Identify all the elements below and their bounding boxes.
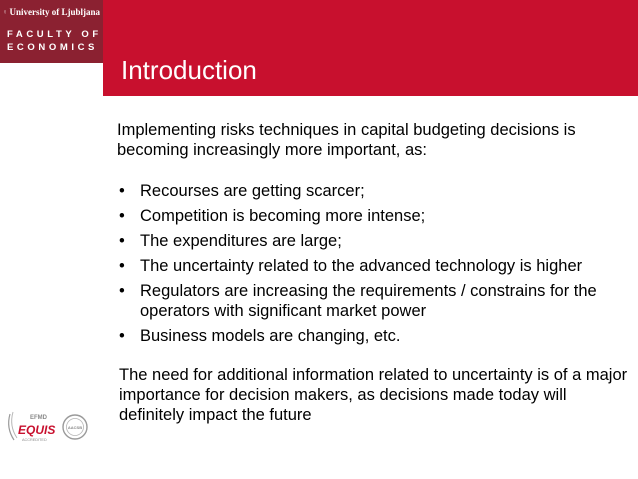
slide-body [117,120,633,425]
equis-label: EQUIS [18,423,56,437]
faculty-name [7,28,102,54]
university-name: University of Ljubljana [9,7,100,17]
bullet-icon: • [119,282,125,300]
accreditation-logos [4,408,102,454]
left-sidebar [0,0,103,479]
intro-paragraph: Implementing risks techniques in capital budgeting decisions is becoming increasingly more important, as: [117,121,576,159]
slide-title: Introduction [121,55,257,85]
bullet-icon: • [119,182,125,200]
list-item: • Competition is becoming more intense; [119,207,426,225]
bullet-icon: • [119,327,125,345]
university-crest-icon [4,6,6,18]
list-item: • The expenditures are large; [119,232,342,250]
list-item: • Recourses are getting scarcer; [119,182,365,200]
bullet-list [117,181,633,346]
accredited-label: ACCREDITED [22,438,47,442]
efmd-label: EFMD [30,415,47,421]
bullet-icon: • [119,232,125,250]
aacsb-label: AACSB [67,425,83,430]
faculty-line-2: ECONOMICS [7,42,98,53]
conclusion-paragraph: The need for additional information related to uncertainty is of a major importance for decision makers, as decisions made today will definitely impact the future [119,366,628,424]
bullet-icon: • [119,257,125,275]
list-item: • Business models are changing, etc. [119,327,401,345]
list-item: • The uncertainty related to the advanced technology is higher [119,257,583,275]
list-item: • Regulators are increasing the requirements / constrains for the operators with significant market power [119,282,597,320]
faculty-logo [0,0,103,63]
faculty-line-1: FACULTY OF [7,29,102,40]
bullet-icon: • [119,207,125,225]
